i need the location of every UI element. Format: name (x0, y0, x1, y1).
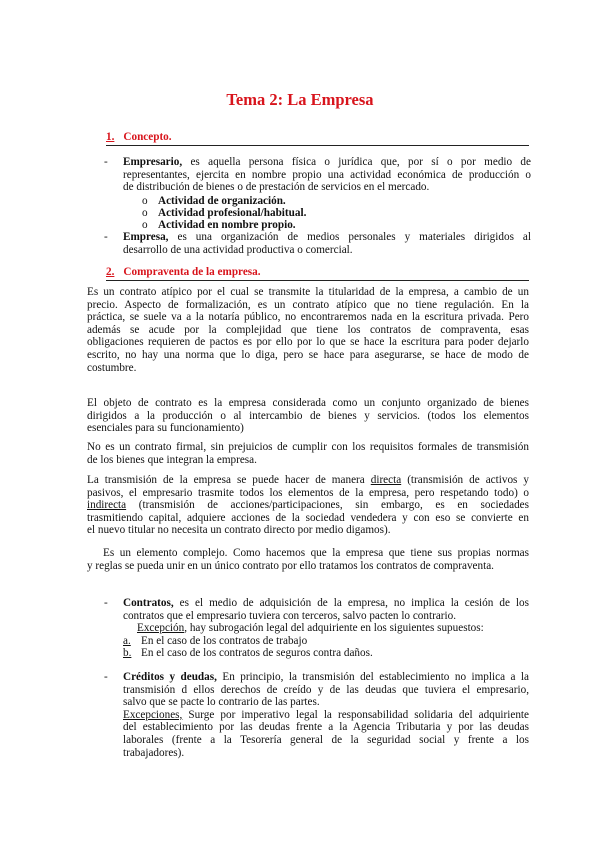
definition-empresario: Empresario, es aquella persona física o jurídica que, por sí o por medio de representantes, ejercita en nombre propio una actividad económica de producción o de distribución de bienes o de prestación de servicios en el mercado. (123, 156, 531, 194)
page-title: Tema 2: La Empresa (226, 90, 374, 109)
paragraph-4: La transmisión de la empresa se puede hacer de manera directa (transmisión de activos y pasivos, el empresario trasmite todos los elementos de la empresa, pero respetando todo) o indirecta (transmisión de acciones/participaciones, sin embargo, es en sociedades trasmitiendo capital, adquiere acciones de la sociedad vendedera y con eso se convierte en el nuevo titular no necesita un contrato directo por medio digamos). (87, 474, 530, 537)
section-number: 2. (106, 266, 115, 278)
list-item: b. En el caso de los contratos de seguros contra daños. (123, 647, 373, 660)
paragraph-1: Es un contrato atípico por el cual se transmite la titularidad de la empresa, a cambio de un precio. Aspecto de formalización, es un contrato atípico que no tiene regulación. En la práctica, se suele va a la notaría público, no encontraremos nada en la escritura privada. Pero además se acude por la complejidad que tiene los contratos de compraventa, esas obligaciones requieren de pactos es por ello por lo que se hace la escritura para poder dejarlo escrito, no hay una norma que lo diga, pero se hace para asegurarse, se hace de modo de costumbre. (87, 286, 529, 374)
paragraph-3: No es un contrato firmal, sin prejuicios de cumplir con los requisitos formales de transmisión de los bienes que integran la empresa. (87, 441, 529, 466)
list-item: o Actividad en nombre propio. (142, 219, 296, 231)
section-title: Compraventa de la empresa. (123, 266, 261, 278)
section-heading-concepto (106, 131, 529, 146)
bullet-dash: - (104, 671, 108, 683)
bullet-dash: - (104, 231, 108, 243)
list-item: a. En el caso de los contratos de trabajo (123, 634, 308, 647)
bullet-dash: - (104, 597, 108, 609)
section-number: 1. (106, 131, 115, 143)
section-heading-compraventa (106, 266, 529, 281)
list-item: o Actividad de organización. (142, 195, 286, 207)
paragraph-5: Es un elemento complejo. Como hacemos que la empresa que tiene sus propias normas y reglas se pueda unir en un único contrato por ello tratamos los contratos de compraventa. (87, 547, 529, 572)
item-contratos: Contratos, es el medio de adquisición de la empresa, no implica la cesión de los contratos que el empresario tuviera con terceros, salvo pacten lo contrario. Excepción, hay subrogación legal del adquiriente en los siguientes supuestos: a. En el caso de los contratos de trabajo b. En el caso de los contratos de seguros contra daños. (123, 597, 529, 660)
paragraph-2: El objeto de contrato es la empresa considerada como un conjunto organizado de bienes dirigidos a la producción o al intercambio de bienes y servicios. (todos los elementos esenciales para su funcionamiento) (87, 397, 529, 435)
section-title: Concepto. (123, 131, 172, 143)
bullet-dash: - (104, 156, 108, 168)
definition-empresa: Empresa, es una organización de medios personales y materiales dirigidos al desarrollo de una actividad productiva o comercial. (123, 231, 531, 256)
item-creditos-deudas: Créditos y deudas, En principio, la transmisión del establecimiento no implica a la transmisión d ellos derechos de creído y de las deudas que tuviera el empresario, salvo que se pacte lo contrario de las partes. Excepciones, Surge por imperativo legal la responsabilidad solidaria del adquiriente del establecimiento por las deudas frente a la Agencia Tributaria y por las deudas laborales (frente a la Tesorería general de la seguridad social y frente a los trabajadores). (123, 671, 529, 759)
list-item: o Actividad profesional/habitual. (142, 207, 307, 219)
